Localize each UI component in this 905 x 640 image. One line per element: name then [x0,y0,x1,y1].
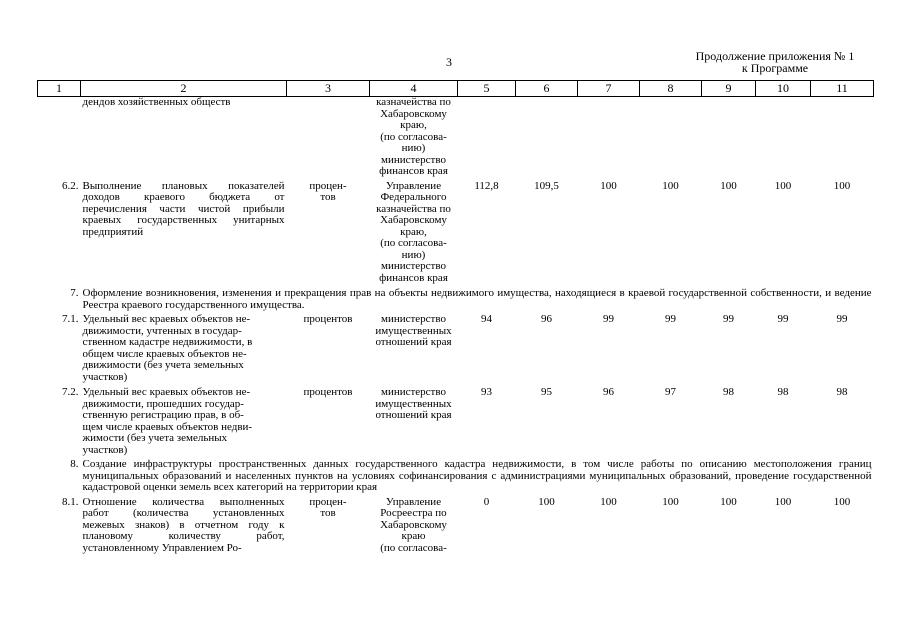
value-cell: 99 [777,313,789,325]
column-header: 9 [702,81,756,97]
section-heading: Оформление возникновения, изменения и прекращения прав на объекты недвижимого имущества, находящиеся в краевой государственной собственности, и ведение Реестра краевого государственного имущества. [82,287,872,311]
value-cell: 100 [600,179,617,192]
indicator-description: Удельный вес краевых объектов не- движимости, учтенных в государ- ственном кадастре недвижимости, в общем числе краевых объектов не- движимости (без учета земельных участков) [82,313,253,383]
column-header: 2 [81,81,287,97]
value-cell: 100 [720,495,737,508]
column-header: 1 [38,81,81,97]
executor-cell: министерство имущественных отношений края [375,313,452,348]
value-cell: 100 [774,179,792,192]
value-cell: 100 [662,179,679,192]
table-row-6-2 [38,180,874,289]
indicator-description: Удельный вес краевых объектов не- движимости, прошедших государ- ственную регистрацию прав, в об- щем числе краевых объектов недви- жимости (без учета земельных участков) [82,386,253,456]
row-number: 7. [70,287,79,299]
column-header: 11 [811,81,874,97]
executor-cell: Управление Росреестра по Хабаровскому краю (по согласова- [380,495,447,554]
table-row-8 [38,459,874,497]
appendix-caption [680,50,870,74]
value-cell: 0 [483,495,490,508]
table-row-7-1 [38,314,874,387]
value-cell: 96 [541,313,552,325]
table-row-7-2 [38,387,874,459]
column-header: 10 [756,81,811,97]
column-number-row [38,81,874,97]
row-number: 7.2. [62,386,79,398]
appendix-line: к Программе [741,61,809,75]
indicators-table [37,80,874,554]
value-cell: 99 [665,313,676,325]
appendix-line: Продолжение приложения № 1 [695,49,855,63]
value-cell: 112,8 [474,179,499,192]
value-cell: 94 [481,313,492,325]
row-number: 6.2. [62,179,79,192]
column-header: 3 [287,81,370,97]
value-cell: 98 [723,386,734,398]
value-cell: 100 [774,495,792,508]
value-cell: 99 [603,313,614,325]
value-cell: 98 [836,386,848,398]
table-row-7 [38,288,874,314]
column-header: 5 [458,81,516,97]
row-number: 7.1. [62,313,79,325]
value-cell: 93 [481,386,492,398]
value-cell: 97 [665,386,676,398]
indicator-description: дендов хозяйственных обществ [82,96,231,108]
indicator-description: Выполнение плановых показателей доходов краевого бюджета от перечисления части чистой прибыли краевых государственных унитарных предприятий [82,179,285,238]
value-cell: 100 [662,495,679,508]
value-cell: 98 [777,386,789,398]
unit-cell: процен- тов [309,495,347,519]
value-cell: 100 [833,495,851,508]
column-header: 8 [640,81,702,97]
unit-cell: процен- тов [309,179,347,203]
unit-cell: процентов [303,313,353,325]
column-header: 4 [370,81,458,97]
executor-cell: казначейства по Хабаровскому краю, (по согласова- нию) министерство финансов края [376,96,451,177]
row-number: 8. [70,458,79,470]
indicator-description: Отношение количества выполненных работ (количества установленных межевых знаков) в отчетном году к плановому количеству работ, установленному Управлением Ро- [82,495,285,554]
page-number: 3 [446,55,452,69]
value-cell: 109,5 [534,179,559,192]
value-cell: 100 [600,495,617,508]
table-row-8-1 [38,497,874,555]
unit-cell: процентов [303,386,353,398]
column-header: 6 [516,81,578,97]
executor-cell: министерство имущественных отношений края [375,386,452,421]
section-heading: Создание инфраструктуры пространственных данных государственного кадастра недвижимости, в том числе работы по описанию местоположения границ муниципальных образований и населенных пунктов на условиях софинансирования с администрациями муниципальных образований, проведение государственной кадастровой оценки земель всех категорий на территории края [82,458,872,493]
value-cell: 100 [538,495,555,508]
value-cell: 100 [833,179,851,192]
value-cell: 96 [603,386,614,398]
value-cell: 95 [541,386,552,398]
executor-cell: Управление Федерального казначейства по Хабаровскому краю, (по согласова- нию) министерство финансов края [376,179,451,284]
value-cell: 99 [723,313,734,325]
value-cell: 100 [720,179,737,192]
row-number: 8.1. [62,495,79,508]
value-cell: 99 [836,313,848,325]
table-row-continuation [38,97,874,180]
column-header: 7 [578,81,640,97]
